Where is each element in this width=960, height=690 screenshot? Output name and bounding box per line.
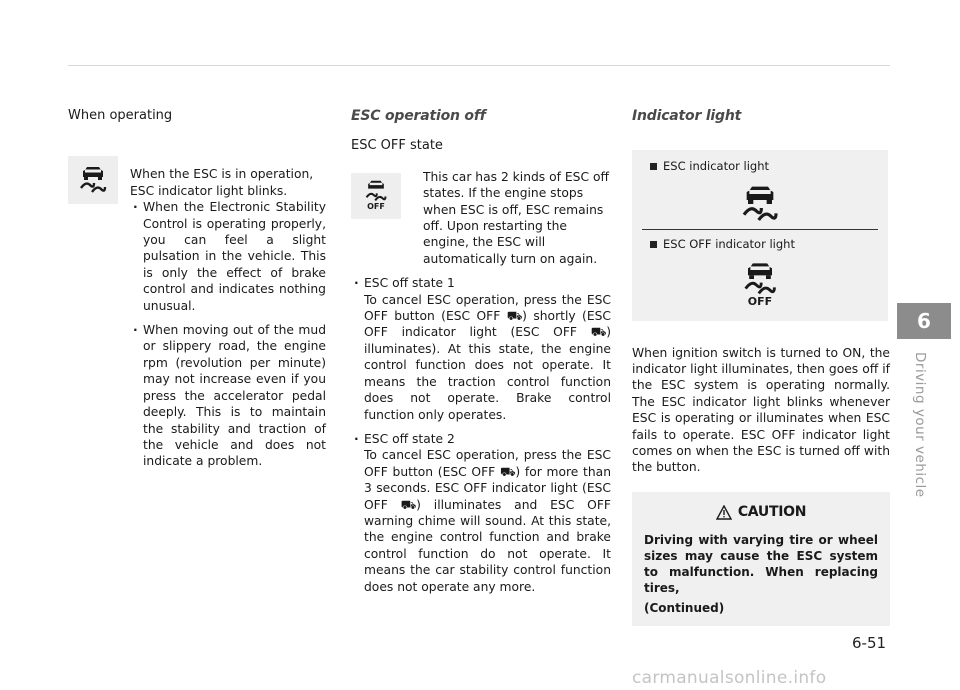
list-item: · When moving out of the mud or slippery road, the engine rpm (revolution per minute) may not increase even if you press the accelerator pedal deeply. This is to maintain the stability and traction of the vehicle and does not indicate a problem.: [130, 322, 326, 470]
caution-text: Driving with varying tire or wheel sizes may cause the ESC system to malfunction. When replacing tires,: [644, 533, 878, 596]
chapter-title: Driving your vehicle: [912, 352, 928, 498]
caution-title: CAUTION: [737, 503, 807, 520]
chapter-title-vertical: [912, 352, 932, 512]
skidding-car-icon: [78, 166, 108, 194]
esc-intro-text: When the ESC is in operation, ESC indicator light blinks.: [130, 167, 314, 198]
column-indicator-light: [632, 108, 890, 626]
esc-off-intro-text: This car has 2 kinds of ESC off states. If the engine stops when ESC is off, ESC remains off. Upon restarting the engine, the ESC will automatically turn on again.: [423, 169, 609, 266]
caution-box: [632, 492, 890, 626]
list-item-state-2: [351, 431, 611, 595]
skidding-car-icon: [740, 185, 780, 223]
section-heading: ESC operation off: [351, 108, 486, 124]
top-rule: [68, 65, 890, 66]
warning-triangle-icon: [716, 505, 732, 520]
list-item: · When the Electronic Stability Control is operating properly, you can feel a slight pulsation in the vehicle. This is only the effect of brake control and indicates nothing unusual.: [130, 199, 326, 314]
esc-off-indicator-label: ESC OFF indicator light: [663, 236, 795, 251]
esc-off-intro-row: [351, 169, 611, 267]
page-number: 6-51: [852, 634, 887, 652]
esc-indicator-label-row: [632, 158, 888, 174]
state-2-title: ESC off state 2: [364, 431, 455, 446]
indicator-panel: [632, 150, 888, 320]
state-1-text: To cancel ESC operation, press the ESC OFF button (ESC OFF ⛟) shortly (ESC OFF indicator light (ESC OFF ⛟) illuminates). At this state, the engine control function does not operate. It means the traction control function does not operate. Brake control function only operates.: [364, 292, 611, 422]
esc-indicator-icon: [68, 156, 118, 204]
square-bullet-icon: [650, 163, 657, 170]
skidding-car-icon: [742, 262, 778, 296]
panel-divider: [642, 229, 878, 230]
state-2-text: To cancel ESC operation, press the ESC OFF button (ESC OFF ⛟) for more than 3 seconds. ESC OFF indicator light (ESC OFF ⛟) illuminates and ESC OFF warning chime will sound. At this state, the engine control function and brake control function do not operate. It means the car stability control function does not operate any more.: [364, 448, 611, 594]
watermark: carmanualsonline.info: [632, 668, 827, 688]
column-when-operating: [68, 108, 326, 470]
indicator-body-text: When ignition switch is turned to ON, the indicator light illuminates, then goes off if the ESC system is operating normally. The ESC indicator light blinks whenever ESC is operating or illuminates when ESC fails to operate. ESC OFF indicator light comes on when the ESC is turned off with the button.: [632, 345, 890, 475]
column-esc-operation-off: [351, 108, 611, 595]
esc-indicator-symbol: [632, 185, 888, 223]
caution-continued: (Continued): [644, 601, 725, 616]
esc-off-state-heading: ESC OFF state: [351, 138, 443, 154]
esc-intro-row: [68, 134, 326, 469]
skidding-car-icon: [364, 180, 388, 202]
section-heading: Indicator light: [632, 108, 742, 124]
list-item-state-1: [351, 275, 611, 423]
esc-intro-text-block: [130, 166, 326, 469]
square-bullet-icon: [650, 241, 657, 248]
esc-off-indicator-symbol: [632, 262, 888, 310]
esc-indicator-label: ESC indicator light: [663, 159, 770, 174]
chapter-tab: 6: [897, 303, 951, 339]
caution-heading: [644, 504, 878, 520]
section-heading: When operating: [68, 108, 173, 123]
off-label: OFF: [367, 202, 385, 212]
off-label: OFF: [747, 295, 773, 309]
esc-off-indicator-label-row: [632, 236, 888, 252]
state-1-title: ESC off state 1: [364, 276, 455, 291]
esc-off-icon: [351, 173, 401, 219]
